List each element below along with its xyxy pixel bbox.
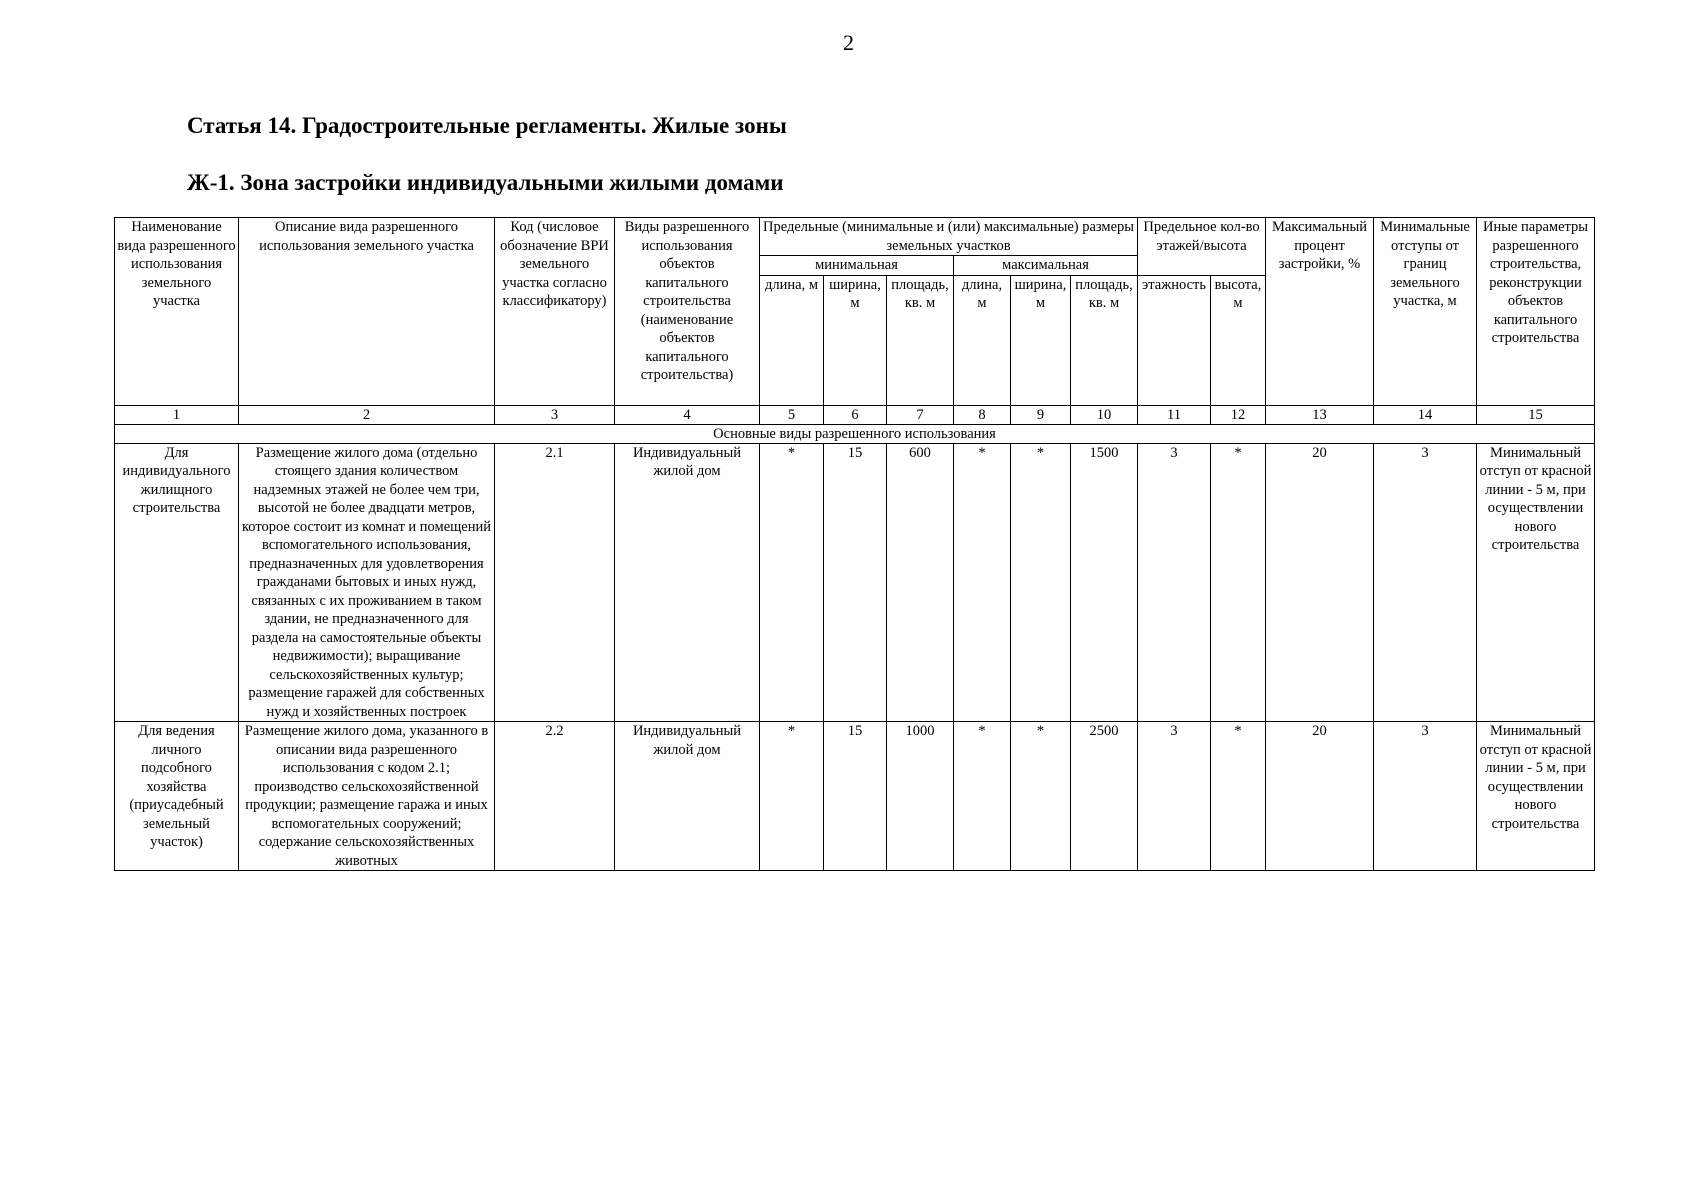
article-title: Статья 14. Градостроительные регламенты. Жилые зоны <box>187 113 787 138</box>
header-min: минимальная <box>760 256 954 276</box>
row-max-width: * <box>1011 443 1071 722</box>
header-floors: этажность <box>1138 275 1211 405</box>
row-description: Размещение жилого дома (отдельно стоящего здания количеством надземных этажей не более чем три, высотой не более двадцати метров, которое состоит из комнат и помещений вспомогательного использования, предназначенных для удовлетворения гражданами бытовых и иных нужд, связанных с их проживанием в таком здании, не предназначенного для раздела на самостоятельные объекты недвижимости); выращивание сельскохозяйственных культур; размещение гаражей для собственных нужд и хозяйственных построек <box>239 443 495 722</box>
row-max-length: * <box>954 443 1011 722</box>
row-min-length: * <box>760 443 824 722</box>
header-max-area: площадь, кв. м <box>1071 275 1138 405</box>
header-height: высота, м <box>1211 275 1266 405</box>
page-number: 2 <box>843 30 854 55</box>
row-other: Минимальный отступ от красной линии - 5 м, при осуществлении нового строительства <box>1477 722 1595 871</box>
header-other-params: Иные параметры разрешенного строительства, реконструкции объектов капитального строительства <box>1477 218 1595 406</box>
header-code: Код (числовое обозначение ВРИ земельного участка согласно классификатору) <box>495 218 615 406</box>
row-description: Размещение жилого дома, указанного в описании вида разрешенного использования с кодом 2.1; производство сельскохозяйственной продукции; размещение гаража и иных вспомогательных сооружений; содержание сельскохозяйственных животных <box>239 722 495 871</box>
column-number: 5 <box>760 405 824 424</box>
row-max-width: * <box>1011 722 1071 871</box>
column-number: 1 <box>115 405 239 424</box>
zone-title: Ж-1. Зона застройки индивидуальными жилыми домами <box>187 170 784 195</box>
column-number: 6 <box>824 405 887 424</box>
row-min-width: 15 <box>824 443 887 722</box>
row-max-percent: 20 <box>1266 722 1374 871</box>
column-number: 8 <box>954 405 1011 424</box>
column-number: 10 <box>1071 405 1138 424</box>
row-max-percent: 20 <box>1266 443 1374 722</box>
row-name: Для индивидуального жилищного строительства <box>115 443 239 722</box>
column-number: 7 <box>887 405 954 424</box>
row-kind: Индивидуальный жилой дом <box>615 443 760 722</box>
table-row <box>115 722 1595 871</box>
row-height: * <box>1211 443 1266 722</box>
header-max-percent: Максимальный процент застройки, % <box>1266 218 1374 406</box>
column-number: 4 <box>615 405 760 424</box>
header-max: максимальная <box>954 256 1138 276</box>
header-min-offsets: Минимальные отступы от границ земельного участка, м <box>1374 218 1477 406</box>
row-min-length: * <box>760 722 824 871</box>
row-floors: 3 <box>1138 722 1211 871</box>
column-number: 2 <box>239 405 495 424</box>
row-min-area: 1000 <box>887 722 954 871</box>
header-min-width: ширина, м <box>824 275 887 405</box>
section-row <box>115 424 1595 443</box>
column-number: 12 <box>1211 405 1266 424</box>
column-numbers-row <box>115 405 1595 424</box>
header-limits: Предельные (минимальные и (или) максимальные) размеры земельных участков <box>760 218 1138 256</box>
row-height: * <box>1211 722 1266 871</box>
row-max-area: 2500 <box>1071 722 1138 871</box>
row-code: 2.1 <box>495 443 615 722</box>
header-min-length: длина, м <box>760 275 824 405</box>
header-row-1 <box>115 218 1595 256</box>
header-min-area: площадь, кв. м <box>887 275 954 405</box>
column-number: 3 <box>495 405 615 424</box>
row-min-offset: 3 <box>1374 722 1477 871</box>
row-floors: 3 <box>1138 443 1211 722</box>
column-number: 9 <box>1011 405 1071 424</box>
row-min-area: 600 <box>887 443 954 722</box>
header-max-length: длина, м <box>954 275 1011 405</box>
header-description: Описание вида разрешенного использования земельного участка <box>239 218 495 406</box>
header-floors-height: Предельное кол-во этажей/высота <box>1138 218 1266 276</box>
regulations-table <box>114 217 1595 871</box>
column-number: 14 <box>1374 405 1477 424</box>
header-max-width: ширина, м <box>1011 275 1071 405</box>
row-other: Минимальный отступ от красной линии - 5 м, при осуществлении нового строительства <box>1477 443 1595 722</box>
table-row <box>115 443 1595 722</box>
row-max-area: 1500 <box>1071 443 1138 722</box>
row-min-width: 15 <box>824 722 887 871</box>
column-number: 11 <box>1138 405 1211 424</box>
row-name: Для ведения личного подсобного хозяйства (приусадебный земельный участок) <box>115 722 239 871</box>
column-number: 15 <box>1477 405 1595 424</box>
row-min-offset: 3 <box>1374 443 1477 722</box>
header-kinds: Виды разрешенного использования объектов капитального строительства (наименование объектов капитального строительства) <box>615 218 760 406</box>
row-code: 2.2 <box>495 722 615 871</box>
column-number: 13 <box>1266 405 1374 424</box>
section-title: Основные виды разрешенного использования <box>115 424 1595 443</box>
row-max-length: * <box>954 722 1011 871</box>
header-name: Наименование вида разрешенного использования земельного участка <box>115 218 239 406</box>
row-kind: Индивидуальный жилой дом <box>615 722 760 871</box>
